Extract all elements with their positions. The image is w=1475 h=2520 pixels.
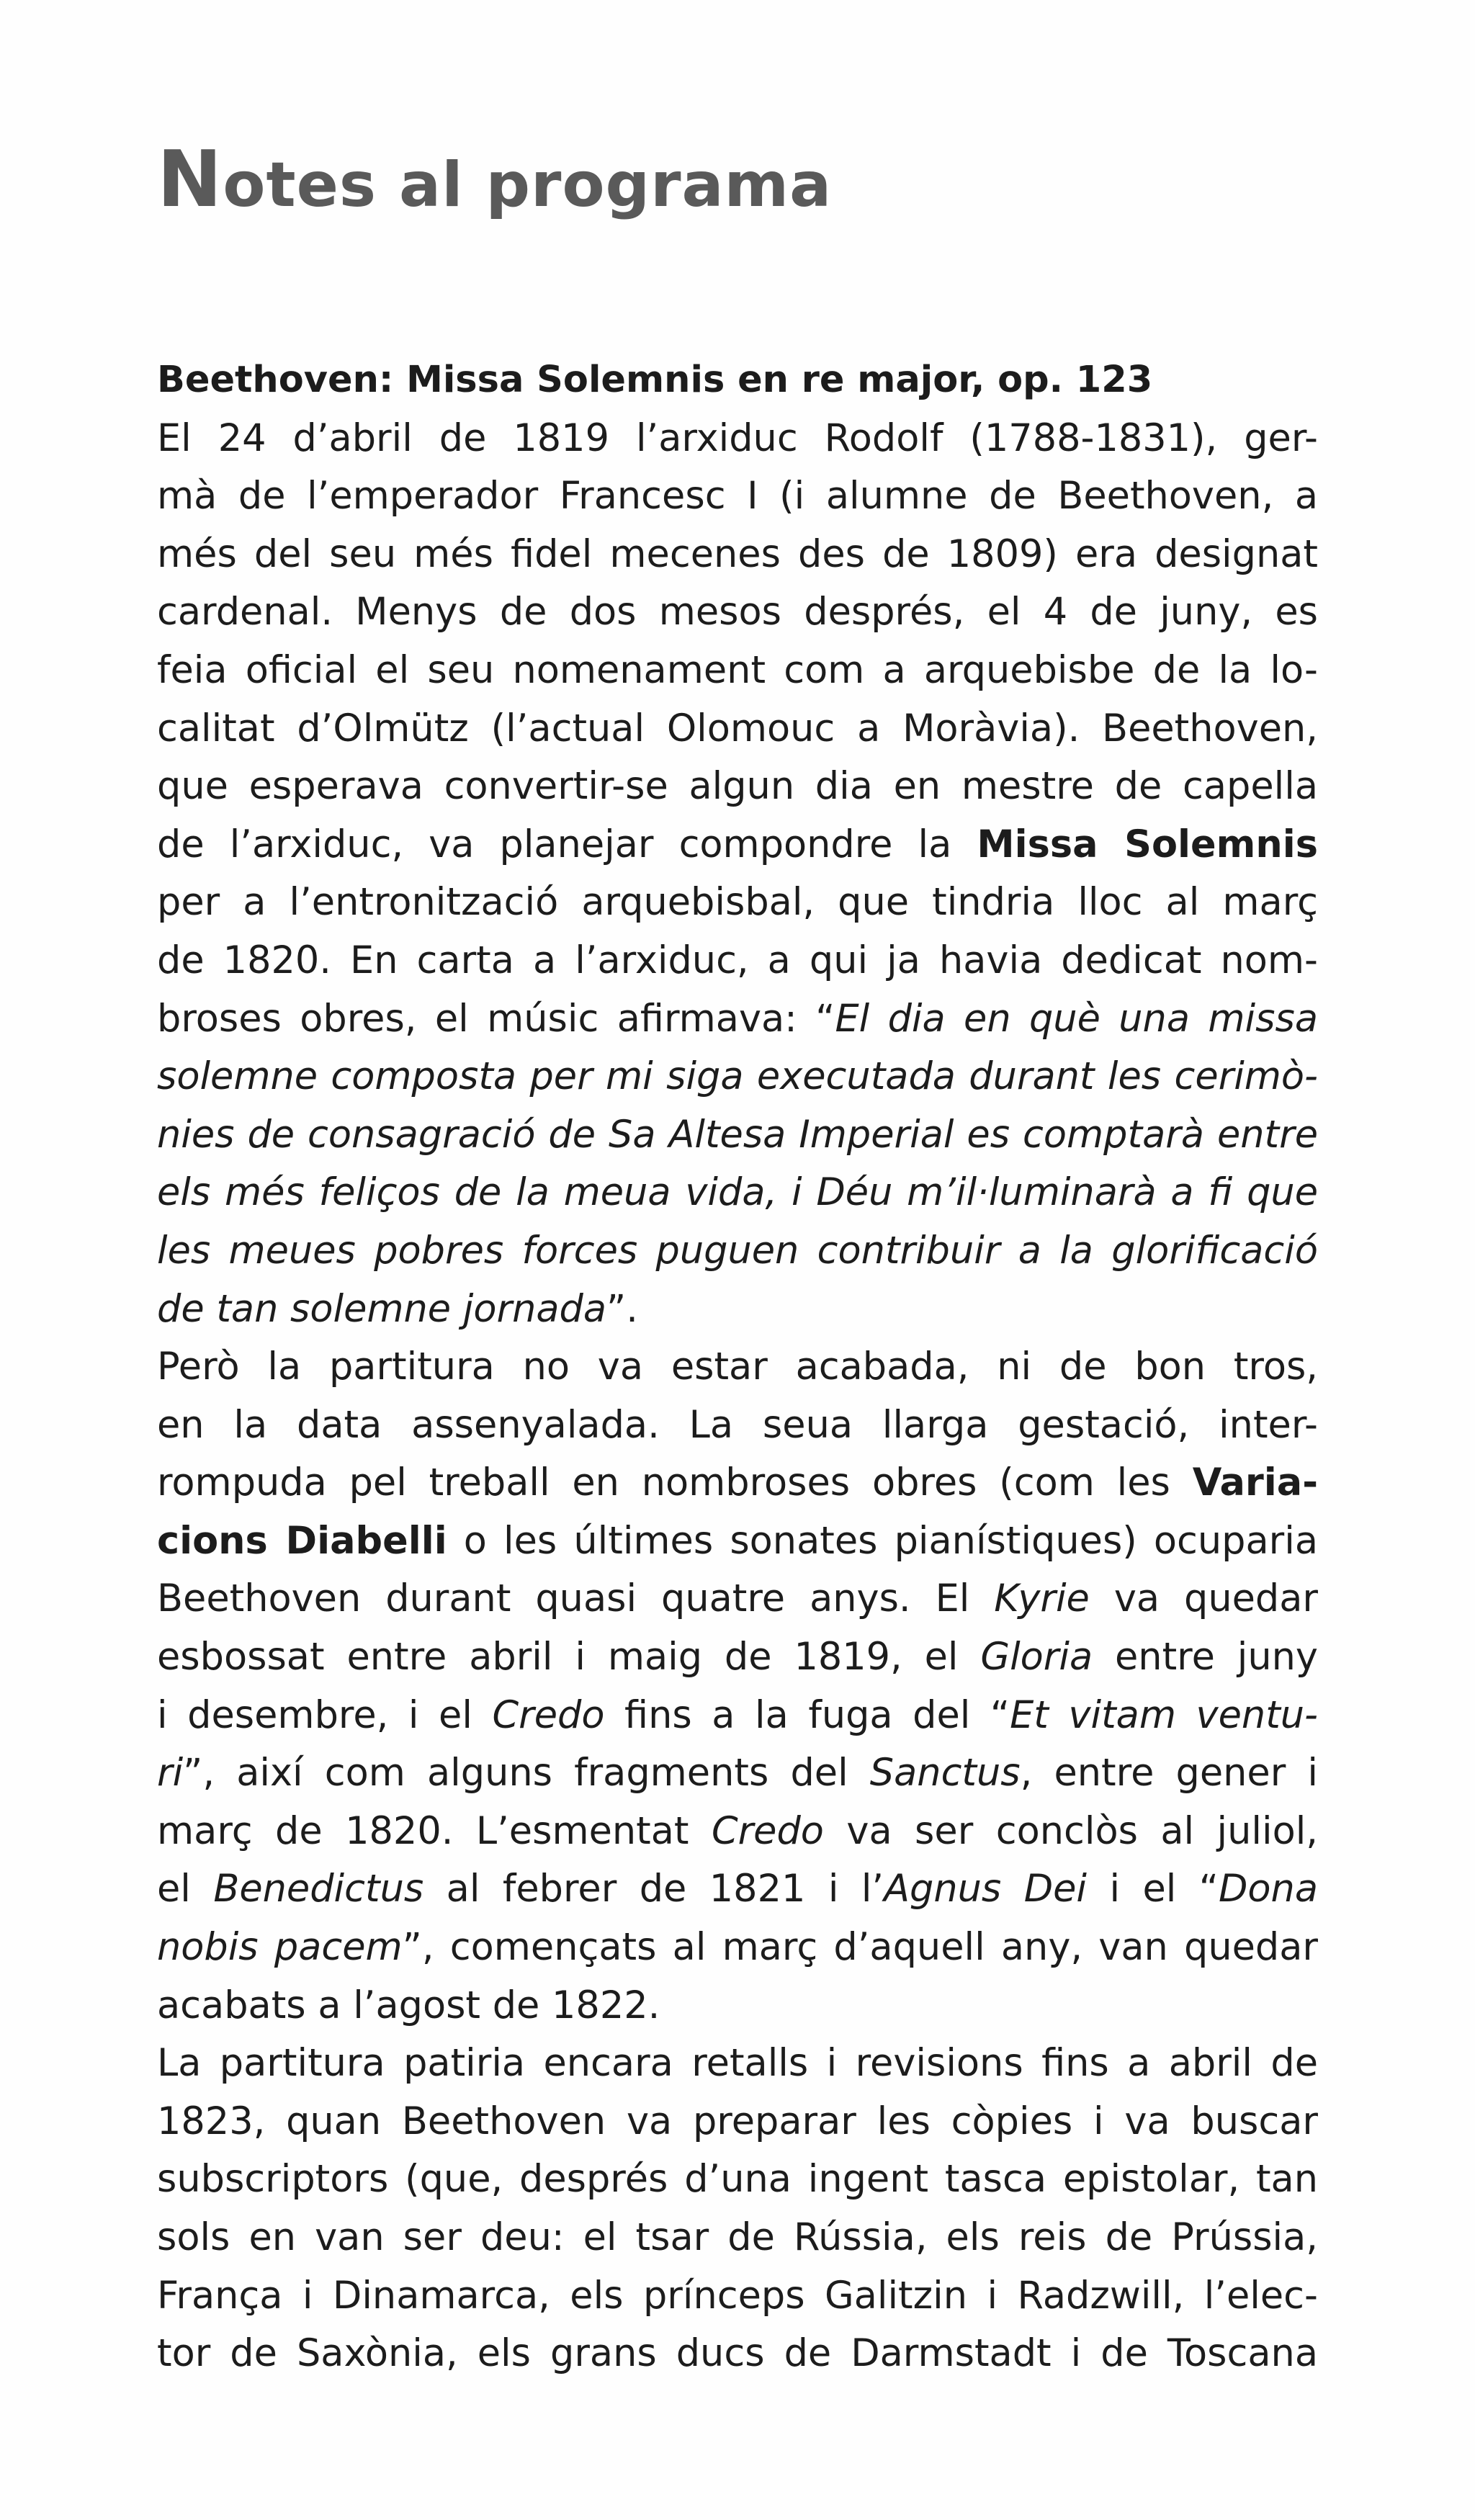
text-line (157, 1164, 1318, 1222)
text-line (157, 1687, 1318, 1745)
text-segment: Kyrie (994, 1577, 1090, 1621)
text-line (157, 1977, 1318, 2035)
text-segment: broses obres, el músic afirmava: “ (157, 996, 835, 1041)
text-line (157, 758, 1318, 816)
text-line (157, 410, 1318, 468)
text-segment: va quedar (1089, 1577, 1318, 1621)
text-segment: cions Diabelli (157, 1518, 447, 1563)
text-segment: , entre gener i (1020, 1751, 1318, 1795)
text-line (157, 1803, 1318, 1861)
text-line (157, 1106, 1318, 1165)
program-notes-article (157, 351, 1318, 2383)
text-line (157, 2325, 1318, 2383)
text-segment: fins a la fuga del “ (604, 1692, 1010, 1737)
text-segment: de 1820. En carta a l’arxiduc, a qui ja havia dedicat nom- (157, 938, 1318, 982)
text-segment: més del seu més fidel mecenes des de 1809) era designat (157, 532, 1318, 576)
text-line (157, 2035, 1318, 2093)
text-line (157, 2093, 1318, 2151)
text-segment: solemne composta per mi siga executada durant les cerimò- (157, 1054, 1318, 1099)
text-segment: feia oficial el seu nomenament com a arquebisbe de la lo- (157, 647, 1318, 692)
page-title-rest: otes al programa (223, 149, 833, 221)
text-segment: nies de consagració de Sa Altesa Imperial es comptarà entre (157, 1112, 1318, 1157)
text-segment: rompuda pel treball en nombroses obres (com les (157, 1461, 1193, 1505)
page-title-initial: N (157, 135, 223, 225)
text-line (157, 990, 1318, 1049)
text-line (157, 816, 1318, 874)
text-segment: Sanctus (869, 1751, 1021, 1795)
text-segment: de l’arxiduc, va planejar compondre la (157, 822, 977, 866)
text-segment: subscriptors (que, després d’una ingent tasca epistolar, tan (157, 2157, 1318, 2202)
text-segment: al febrer de 1821 i l’ (423, 1867, 884, 1911)
text-segment: va ser conclòs al juliol, (823, 1808, 1318, 1853)
text-segment: El 24 d’abril de 1819 l’arxiduc Rodolf (1788-1831), ger- (157, 416, 1318, 460)
text-line (157, 1396, 1318, 1455)
text-segment: i el “ (1087, 1867, 1219, 1911)
text-segment: entre juny (1093, 1635, 1318, 1680)
text-segment: tor de Saxònia, els grans ducs de Darmstadt i de Toscana (157, 2331, 1318, 2376)
text-segment: Benedictus (213, 1867, 424, 1911)
text-segment: Varia- (1192, 1461, 1318, 1505)
text-segment: ”. (606, 1286, 638, 1331)
text-segment: les meues pobres forces puguen contribuir a la glorificació (157, 1228, 1318, 1273)
text-line (157, 1628, 1318, 1687)
text-segment: El dia en què una missa (835, 996, 1318, 1041)
text-segment: acabats a l’agost de 1822. (157, 1983, 660, 2027)
text-segment: Et vitam ventu- (1010, 1692, 1318, 1737)
text-line (157, 1454, 1318, 1512)
text-line (157, 2209, 1318, 2267)
text-line (157, 526, 1318, 584)
text-line (157, 2267, 1318, 2326)
text-segment: que esperava convertir-se algun dia en mestre de capella (157, 764, 1318, 809)
text-line (157, 583, 1318, 642)
text-segment: França i Dinamarca, els prínceps Galitzin i Radzwill, l’elec- (157, 2273, 1318, 2318)
text-segment: esbossat entre abril i maig de 1819, el (157, 1635, 981, 1680)
text-segment: o les últimes sonates pianístiques) ocuparia (447, 1518, 1318, 1563)
text-line (157, 2151, 1318, 2209)
text-line (157, 874, 1318, 932)
text-segment: Agnus Dei (884, 1867, 1088, 1911)
text-segment: Gloria (980, 1635, 1093, 1680)
text-line (157, 1048, 1318, 1106)
text-line (157, 467, 1318, 526)
text-segment: calitat d’Olmütz (l’actual Olomouc a Moràvia). Beethoven, (157, 706, 1318, 750)
text-line (157, 642, 1318, 700)
text-segment: Beethoven: Missa Solemnis en re major, op. 123 (157, 359, 1153, 401)
text-line (157, 1512, 1318, 1571)
text-segment: Missa Solemnis (977, 822, 1318, 866)
page-title (157, 135, 833, 225)
text-segment: Però la partitura no va estar acabada, ni de bon tros, (157, 1345, 1318, 1389)
text-segment: de tan solemne jornada (157, 1286, 607, 1331)
text-line (157, 1570, 1318, 1628)
text-segment: Dona (1219, 1867, 1318, 1911)
text-segment: Beethoven durant quasi quatre anys. El (157, 1577, 995, 1621)
text-segment: cardenal. Menys de dos mesos després, el 4 de juny, es (157, 590, 1318, 635)
text-line (157, 1222, 1318, 1281)
text-segment: març de 1820. L’esmentat (157, 1808, 712, 1853)
text-line (157, 1281, 1318, 1339)
text-segment: el (157, 1867, 214, 1911)
text-line (157, 1744, 1318, 1803)
text-segment: en la data assenyalada. La seua llarga gestació, inter- (157, 1402, 1318, 1447)
text-line (157, 1338, 1318, 1396)
text-segment: La partitura patiria encara retalls i revisions fins a abril de (157, 2041, 1318, 2086)
text-segment: per a l’entronització arquebisbal, que tindria lloc al març (157, 880, 1318, 925)
text-line (157, 1919, 1318, 1977)
text-line (157, 1860, 1318, 1919)
text-segment: 1823, quan Beethoven va preparar les còpies i va buscar (157, 2099, 1318, 2143)
text-segment: Credo (492, 1692, 605, 1737)
text-segment: nobis pacem (157, 1925, 403, 1970)
text-line (157, 932, 1318, 990)
text-segment: ri (157, 1751, 184, 1795)
text-segment: sols en van ser deu: el tsar de Rússia, els reis de Prússia, (157, 2215, 1318, 2259)
section-heading (157, 351, 1318, 410)
text-segment: ”, així com alguns fragments del (183, 1751, 870, 1795)
text-segment: Credo (711, 1808, 824, 1853)
text-segment: ”, començats al març d’aquell any, van quedar (402, 1925, 1318, 1970)
text-line (157, 700, 1318, 758)
text-segment: i desembre, i el (157, 1692, 493, 1737)
text-segment: els més feliços de la meua vida, i Déu m’il·luminarà a fi que (157, 1170, 1318, 1215)
text-segment: mà de l’emperador Francesc I (i alumne de Beethoven, a (157, 474, 1318, 519)
